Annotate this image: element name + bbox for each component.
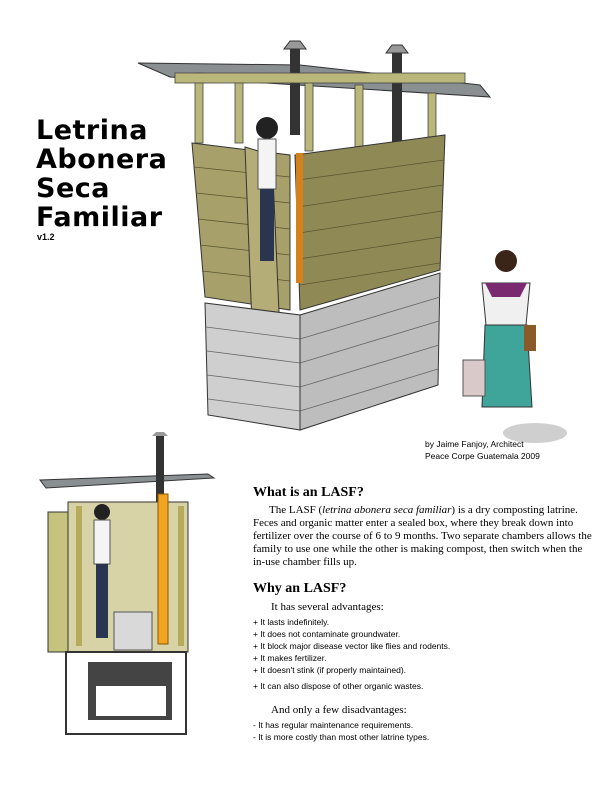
version-label: v1.2 [37,232,55,242]
what-paragraph-pre: The LASF ( [269,504,323,516]
latrine-exterior-illustration [130,35,590,455]
advantage-item: + It does not contaminate groundwater. [253,629,401,639]
what-heading: What is an LASF? [253,485,364,500]
title-line-1: Letrina [36,115,148,146]
advantage-item: + It can also dispose of other organic wastes. [253,681,424,691]
what-paragraph-italic: letrina abonera seca familiar [322,504,452,516]
credit-organization: Peace Corpe Guatemala 2009 [425,451,540,461]
credit-block [425,438,540,462]
what-paragraph-post: ) is a dry composting latrine. Feces and organic matter enter a sealed box, where they break down into fertilizer over the course of 6 to 9 months. Two separate chambers allows the family to use one while the other is making compost, then switch when the in-use chamber fills up. [253,504,592,568]
advantages-intro: It has several advantages: [271,601,384,613]
title-line-2: Abonera [36,144,168,175]
disadvantage-item: - It has regular maintenance requirements. [253,720,414,730]
why-heading: Why an LASF? [253,581,347,596]
title-line-3: Seca [36,173,110,204]
title-line-4: Familiar [36,202,163,233]
advantage-item: + It lasts indefinitely. [253,617,330,627]
what-paragraph [253,504,593,569]
disadvantage-item: - It is more costly than most other latrine types. [253,732,430,742]
advantage-item: + It makes fertilizer. [253,653,327,663]
disadvantages-list [253,719,593,743]
advantages-list [253,616,593,692]
latrine-section-illustration [38,432,218,747]
disadvantages-intro: And only a few disadvantages: [271,704,407,716]
body-text [253,485,593,743]
advantage-item: + It doesn't stink (if properly maintained). [253,665,407,675]
credit-author: by Jaime Fanjoy, Architect [425,439,524,449]
advantage-item: + It block major disease vector like flies and rodents. [253,641,451,651]
